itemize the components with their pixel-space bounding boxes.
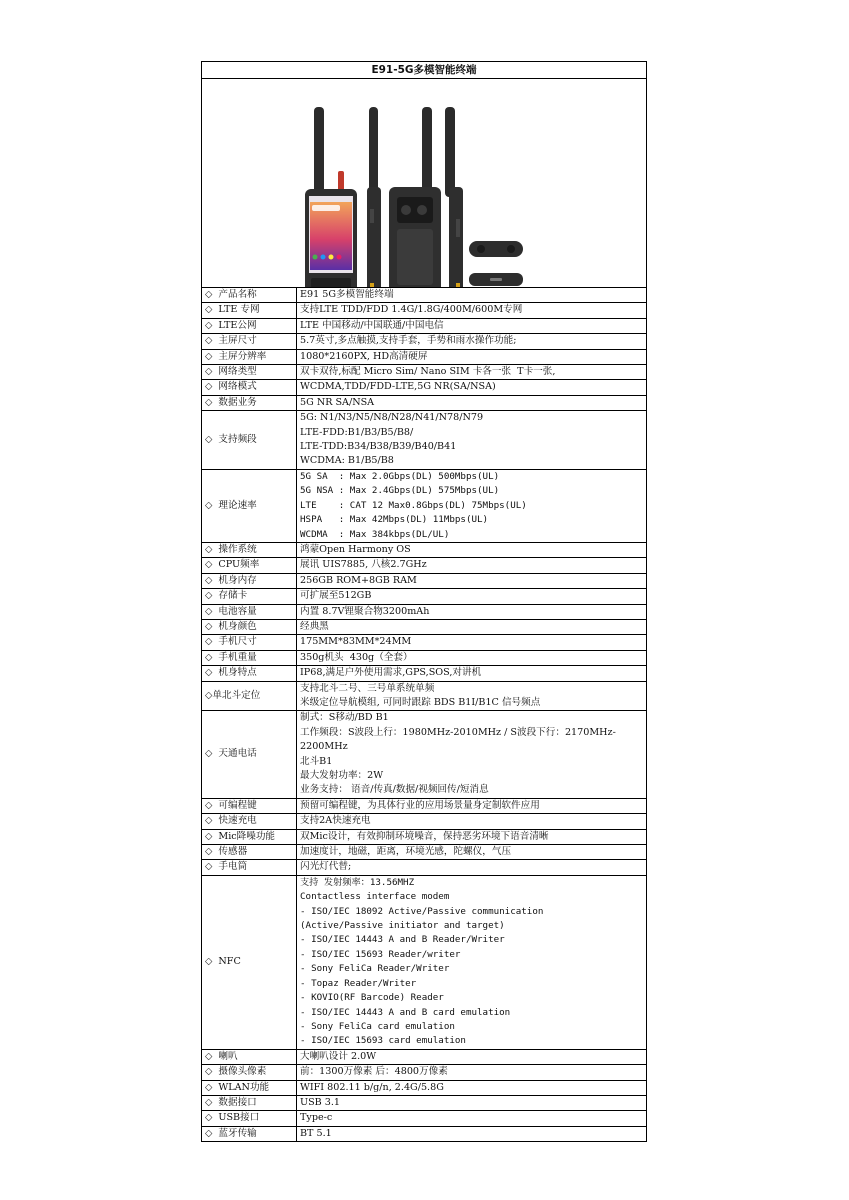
spec-value-line: 业务支持： 语音/传真/数据/视频回传/短消息	[300, 784, 489, 796]
spec-label: USB接口	[218, 1112, 260, 1124]
spec-value-line: WIFI 802.11 b/g/n, 2.4G/5.8G	[300, 1081, 444, 1093]
spec-label: 主屏尺寸	[218, 335, 257, 347]
spec-row	[202, 573, 646, 588]
spec-row	[202, 875, 646, 1049]
spec-label: 主屏分辨率	[218, 350, 267, 362]
diamond-marker: ◇	[205, 590, 213, 602]
spec-label-cell	[202, 589, 297, 604]
spec-value-line: Contactless interface modem	[300, 891, 450, 903]
spec-row	[202, 1065, 646, 1080]
spec-value-line: 256GB ROM+8GB RAM	[300, 574, 417, 586]
diamond-marker: ◇	[205, 846, 213, 858]
spec-value-line: 可扩展至512GB	[300, 590, 372, 602]
spec-value-line: 前：1300万像素 后：4800万像素	[300, 1066, 448, 1078]
diamond-marker: ◇	[205, 304, 213, 316]
spec-value-cell	[297, 875, 647, 1049]
diamond-marker: ◇	[205, 319, 213, 331]
spec-label: 网络模式	[218, 381, 257, 393]
spec-label-cell	[202, 798, 297, 813]
spec-value-line: 5G: N1/N3/N5/N8/N28/N41/N78/N79	[300, 412, 484, 424]
spec-row	[202, 635, 646, 650]
spec-row	[202, 1111, 646, 1126]
spec-label-cell	[202, 635, 297, 650]
phone-top-view	[469, 241, 523, 257]
spec-label-cell	[202, 573, 297, 588]
spec-value-cell	[297, 542, 647, 557]
spec-row	[202, 1049, 646, 1064]
spec-value-line: 加速度计，地磁，距离，环境光感，陀螺仪，气压	[300, 846, 512, 858]
diamond-marker: ◇	[205, 350, 213, 362]
spec-value-cell	[297, 411, 647, 470]
spec-value-line: 175MM*83MM*24MM	[300, 636, 412, 648]
spec-value-line: 闪光灯代替;	[300, 861, 352, 873]
spec-label-cell	[202, 1065, 297, 1080]
diamond-marker: ◇	[205, 543, 213, 555]
spec-label-cell	[202, 650, 297, 665]
spec-value-cell	[297, 1095, 647, 1110]
spec-label: 操作系统	[218, 543, 257, 555]
diamond-marker: ◇	[205, 381, 213, 393]
spec-value-cell	[297, 589, 647, 604]
diamond-marker: ◇	[205, 396, 213, 408]
diamond-marker: ◇	[205, 689, 213, 701]
spec-value-cell	[297, 380, 647, 395]
diamond-marker: ◇	[205, 574, 213, 586]
diamond-marker: ◇	[205, 499, 213, 511]
spec-label-cell	[202, 860, 297, 875]
spec-value-line: - ISO/IEC 15693 Reader/writer	[300, 948, 461, 960]
diamond-marker: ◇	[205, 815, 213, 827]
diamond-marker: ◇	[205, 1081, 213, 1093]
spec-value-cell	[297, 365, 647, 380]
spec-value-line: 最大发射功率：2W	[300, 770, 384, 781]
diamond-marker: ◇	[205, 830, 213, 842]
spec-value-line: 2200MHz	[300, 741, 348, 753]
spec-value-line: 5G NR SA/NSA	[300, 396, 375, 408]
spec-label-cell	[202, 845, 297, 860]
spec-value-cell	[297, 860, 647, 875]
spec-row	[202, 711, 646, 798]
spec-value-line: 双Mic设计，有效抑制环境噪音，保持恶劣环境下语音清晰	[300, 830, 549, 842]
spec-label: 喇叭	[218, 1050, 238, 1062]
diamond-marker: ◇	[205, 861, 213, 873]
spec-row	[202, 1095, 646, 1110]
spec-label-cell	[202, 1080, 297, 1095]
spec-value-cell	[297, 814, 647, 829]
spec-value-line: - Sony FeliCa Reader/Writer	[300, 963, 450, 975]
spec-value-cell	[297, 318, 647, 333]
spec-label-cell	[202, 1111, 297, 1126]
spec-label-cell	[202, 395, 297, 410]
spec-value-line: USB 3.1	[300, 1096, 341, 1108]
spec-label-cell	[202, 349, 297, 364]
diamond-marker: ◇	[205, 956, 213, 968]
spec-value-cell	[297, 798, 647, 813]
spec-label: 手机重量	[218, 651, 257, 663]
spec-label-cell	[202, 469, 297, 542]
spec-value-cell	[297, 1111, 647, 1126]
diamond-marker: ◇	[205, 366, 213, 378]
spec-value-cell	[297, 573, 647, 588]
spec-label: Mic降噪功能	[218, 830, 276, 842]
spec-value-cell	[297, 711, 647, 798]
spec-value-line: Type-c	[300, 1112, 333, 1124]
spec-label-cell	[202, 288, 297, 303]
spec-label: NFC	[218, 956, 241, 968]
spec-value-line: 支持LTE TDD/FDD 1.4G/1.8G/400M/600M专网	[300, 304, 523, 316]
diamond-marker: ◇	[205, 748, 213, 760]
spec-value-line: BT 5.1	[300, 1127, 332, 1139]
diamond-marker: ◇	[205, 433, 213, 445]
spec-value-line: 大喇叭设计 2.0W	[300, 1050, 377, 1062]
spec-label: 网络类型	[218, 366, 257, 378]
spec-value-line: LTE-FDD:B1/B3/B5/B8/	[300, 426, 414, 438]
spec-row	[202, 650, 646, 665]
spec-value-line: 北斗B1	[300, 755, 333, 767]
spec-value-line: 5G SA : Max 2.0Gbps(DL) 500Mbps(UL)	[300, 470, 500, 482]
diamond-marker: ◇	[205, 289, 213, 300]
spec-value-cell	[297, 845, 647, 860]
spec-value-cell	[297, 303, 647, 318]
spec-label-cell	[202, 711, 297, 798]
spec-value-cell	[297, 349, 647, 364]
spec-label: 蓝牙传输	[218, 1127, 257, 1139]
spec-value-line: 工作频段：S波段上行：1980MHz-2010MHz / S波段下行：2170MHz-	[300, 726, 616, 738]
spec-label: 机身特点	[218, 667, 257, 679]
spec-value-line: 5G NSA : Max 2.4Gbps(DL) 575Mbps(UL)	[300, 485, 500, 497]
phone-back-view	[389, 107, 455, 287]
spec-value-line: 1080*2160PX, HD高清硬屏	[300, 350, 428, 362]
spec-label: 电池容量	[218, 605, 257, 617]
spec-label-cell	[202, 542, 297, 557]
spec-value-cell	[297, 1049, 647, 1064]
spec-label: WLAN功能	[218, 1081, 270, 1093]
product-image-panel	[202, 79, 646, 288]
spec-label: 机身颜色	[218, 620, 257, 632]
diamond-marker: ◇	[205, 651, 213, 663]
spec-value-line: LTE : CAT 12 Max0.8Gbps(DL) 75Mbps(UL)	[300, 499, 527, 511]
spec-label: 单北斗定位	[212, 689, 261, 701]
spec-row	[202, 334, 646, 349]
spec-value-line: LTE 中国移动/中国联通/中国电信	[300, 319, 444, 331]
product-images	[202, 79, 646, 287]
phone-bottom-view	[469, 273, 523, 286]
spec-label: 数据接口	[218, 1096, 257, 1108]
spec-value-cell	[297, 1126, 647, 1141]
spec-value-line: 内置 8.7V锂聚合物3200mAh	[300, 605, 430, 617]
spec-value-cell	[297, 395, 647, 410]
spec-value-line: 双卡双待,标配 Micro Sim/ Nano SIM 卡各一张 T卡一张,	[300, 366, 556, 378]
spec-row	[202, 666, 646, 681]
spec-value-line: LTE-TDD:B34/B38/B39/B40/B41	[300, 441, 457, 453]
spec-row	[202, 469, 646, 542]
spec-row	[202, 318, 646, 333]
spec-value-cell	[297, 1080, 647, 1095]
diamond-marker: ◇	[205, 1096, 213, 1108]
spec-row	[202, 542, 646, 557]
spec-value-line: - ISO/IEC 18092 Active/Passive communication	[300, 905, 544, 917]
spec-row	[202, 558, 646, 573]
spec-value-cell	[297, 619, 647, 634]
sheet-title: E91-5G多模智能终端	[202, 62, 646, 79]
spec-value-cell	[297, 604, 647, 619]
spec-value-cell	[297, 829, 647, 844]
spec-value-line: WCDMA : Max 384kbps(DL/UL)	[300, 528, 450, 540]
spec-value-cell	[297, 666, 647, 681]
spec-label-cell	[202, 666, 297, 681]
spec-row	[202, 395, 646, 410]
spec-value-cell	[297, 334, 647, 349]
spec-label-cell	[202, 1095, 297, 1110]
spec-row	[202, 619, 646, 634]
spec-row	[202, 845, 646, 860]
spec-label: 产品名称	[218, 289, 257, 300]
diamond-marker: ◇	[205, 1112, 213, 1124]
spec-label-cell	[202, 1049, 297, 1064]
diamond-marker: ◇	[205, 605, 213, 617]
spec-label: LTE 专网	[218, 304, 260, 316]
spec-label: 支持频段	[218, 433, 257, 445]
spec-row	[202, 380, 646, 395]
spec-label-cell	[202, 318, 297, 333]
spec-value-line: - ISO/IEC 15693 card emulation	[300, 1035, 466, 1047]
spec-value-line: 预留可编程键，为具体行业的应用场景量身定制软件应用	[300, 799, 540, 811]
spec-value-line: (Active/Passive initiator and target)	[300, 920, 505, 932]
spec-value-cell	[297, 635, 647, 650]
spec-label-cell	[202, 334, 297, 349]
spec-row	[202, 681, 646, 711]
spec-row	[202, 365, 646, 380]
diamond-marker: ◇	[205, 667, 213, 679]
spec-label: LTE公网	[218, 319, 257, 331]
spec-value-line: - ISO/IEC 14443 A and B card emulation	[300, 1006, 511, 1018]
phone-front-view	[305, 107, 357, 287]
spec-row	[202, 589, 646, 604]
diamond-marker: ◇	[205, 620, 213, 632]
phone-right-side-view	[449, 187, 463, 287]
spec-row	[202, 1126, 646, 1141]
spec-value-cell	[297, 558, 647, 573]
spec-label-cell	[202, 365, 297, 380]
spec-value-line: 支持2A快速充电	[300, 815, 371, 827]
spec-label-cell	[202, 558, 297, 573]
spec-value-cell	[297, 469, 647, 542]
spec-label-cell	[202, 380, 297, 395]
spec-row	[202, 349, 646, 364]
diamond-marker: ◇	[205, 636, 213, 648]
spec-value-line: 支持北斗二号、三号单系统单频	[300, 682, 435, 694]
spec-value-line: IP68,满足户外使用需求,GPS,SOS,对讲机	[300, 667, 482, 679]
spec-row	[202, 798, 646, 813]
spec-label-cell	[202, 681, 297, 711]
spec-value-cell	[297, 681, 647, 711]
spec-value-line: 米级定位导航模组, 可同时跟踪 BDS B1I/B1C 信号频点	[300, 696, 541, 708]
spec-value-line: E91 5G多模智能终端	[300, 289, 394, 300]
spec-label: 理论速率	[218, 499, 257, 511]
spec-label: 天通电话	[218, 748, 257, 760]
spec-value-line: 5.7英寸,多点触摸,支持手套，手势和雨水操作功能;	[300, 335, 517, 347]
diamond-marker: ◇	[205, 1050, 213, 1062]
spec-row	[202, 814, 646, 829]
spec-label-cell	[202, 411, 297, 470]
diamond-marker: ◇	[205, 335, 213, 347]
spec-label-cell	[202, 1126, 297, 1141]
spec-sheet	[201, 61, 647, 1142]
diamond-marker: ◇	[205, 1066, 213, 1078]
spec-value-line: 350g机头 430g（全套）	[300, 651, 413, 663]
spec-label: 数据业务	[218, 396, 257, 408]
spec-label: 存储卡	[218, 590, 248, 602]
spec-value-line: WCDMA,TDD/FDD-LTE,5G NR(SA/NSA)	[300, 381, 496, 393]
spec-value-line: 展讯 UIS7885, 八核2.7GHz	[300, 559, 427, 571]
spec-row	[202, 829, 646, 844]
spec-table	[202, 288, 646, 1141]
spec-value-line: 经典黑	[300, 620, 329, 632]
spec-row	[202, 1080, 646, 1095]
spec-label: 机身内存	[218, 574, 257, 586]
spec-label: 摄像头像素	[218, 1066, 267, 1078]
spec-label: 手机尺寸	[218, 636, 257, 648]
spec-value-cell	[297, 288, 647, 303]
spec-value-line: WCDMA: B1/B5/B8	[300, 455, 394, 467]
phone-left-side-view	[367, 107, 381, 287]
spec-row	[202, 288, 646, 303]
spec-label: 可编程键	[218, 799, 257, 811]
spec-value-cell	[297, 650, 647, 665]
spec-row	[202, 604, 646, 619]
spec-value-cell	[297, 1065, 647, 1080]
spec-value-line: 支持 发射频率：13.56MHZ	[300, 876, 415, 888]
spec-value-line: - Topaz Reader/Writer	[300, 977, 417, 989]
diamond-marker: ◇	[205, 799, 213, 811]
spec-row	[202, 303, 646, 318]
diamond-marker: ◇	[205, 559, 213, 571]
spec-label-cell	[202, 619, 297, 634]
spec-value-line: - Sony FeliCa card emulation	[300, 1020, 455, 1032]
spec-label-cell	[202, 303, 297, 318]
spec-value-line: - KOVIO(RF Barcode) Reader	[300, 992, 444, 1004]
spec-label: 快速充电	[218, 815, 257, 827]
spec-value-line: - ISO/IEC 14443 A and B Reader/Writer	[300, 934, 505, 946]
spec-value-line: 鸿蒙Open Harmony OS	[300, 543, 411, 555]
spec-value-line: HSPA : Max 42Mbps(DL) 11Mbps(UL)	[300, 514, 489, 526]
spec-label-cell	[202, 814, 297, 829]
spec-label-cell	[202, 604, 297, 619]
spec-row	[202, 860, 646, 875]
spec-label-cell	[202, 829, 297, 844]
spec-value-line: 制式：S移动/BD B1	[300, 712, 389, 724]
spec-label-cell	[202, 875, 297, 1049]
spec-label: CPU频率	[218, 559, 260, 571]
spec-label: 传感器	[218, 846, 248, 858]
spec-row	[202, 411, 646, 470]
diamond-marker: ◇	[205, 1127, 213, 1139]
spec-label: 手电筒	[218, 861, 248, 873]
